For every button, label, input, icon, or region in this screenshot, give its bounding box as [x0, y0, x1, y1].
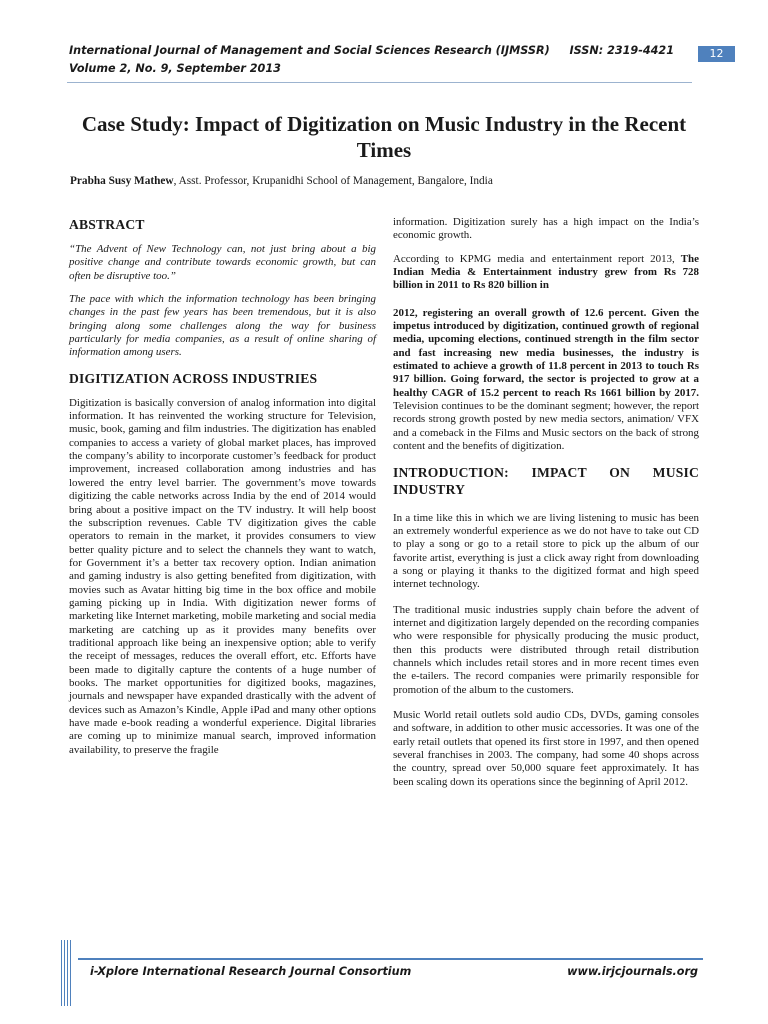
journal-name: International Journal of Management and Social Sciences Research (IJMSSR) [69, 44, 550, 57]
footer-rule [78, 958, 703, 960]
footer-ornament [61, 940, 73, 1006]
kpmg-paragraph [393, 253, 699, 293]
intro-paragraph-3: Music World retail outlets sold audio CDs, DVDs, gaming consoles and software, in addition to other music accessories. It was one of the early retail outlets that opened its first store in 1997, and then opened several franchises in 2003. The company, had some 40 shops across the country, spread over 50,000 square feet approximately. It has been scaling down its operations since the beginning of April 2012. [393, 708, 699, 788]
header-rule [67, 82, 692, 83]
right-column [393, 216, 699, 799]
author-name: Prabha Susy Mathew [70, 175, 174, 187]
section-body-digitization: Digitization is basically conversion of analog information into digital information. It has reinvented the working structure for Television, music, book, gaming and film industries. The digitization has enabled companies to access a variety of global market places, has improved the company’s ability to incorporate customer’s feedback for product improvement, increased collaboration among industries and has lowered the entry level barrier. The government’s move towards digitizing the cable networks across India by the end of 2014 would bring about a positive impact on the TV industry. It will help boost the subscription revenues. Cable TV digitization gives the cable operators to remain in the market, it provides consumers to view better quality picture and to select the channels they want to watch, for Government it’s a better tax recovery option. Indian animation and gaming industry is also getting benefited from digitization, with movies such as Avatar hitting big time in the box office and mobile gaming picking up in India. With digitization newer forms of marketing like Internet marketing, mobile marketing and social media marketing are catching up as it provides many benefits over traditional approach like being an inexpensive option; able to verify the receipt of messages, reduces the overall effort, etc. Efforts have been made to digitally capture the contents of a huge number of books. The market opportunities for digitized books, magazines, journals and newspaper have expanded drastically with the advent of devices such as Amazon’s Kindle, Apple iPad and many other options have made e-book reading a wonderful experience. Digital libraries are coming up to minimize manual search, improved information availability, to preserve the fragile [69, 396, 376, 756]
intro-paragraph-2: The traditional music industries supply chain before the advent of internet and digitization largely depended on the recording companies who were responsible for physically producing the music product, then this products were distributed through retail distribution channels which includes retail stores and in more recent times even the e-tailers. The record companies were primarily responsible for promotion of the album to the customers. [393, 603, 699, 696]
paper-title: Case Study: Impact of Digitization on Music Industry in the Recent Times [81, 112, 687, 162]
intro-paragraph-1: In a time like this in which we are living listening to music has been an extremely wonderful experience as we do not have to take out CD to play a song or go to a retail store to pick up the album of our favorite artist, everything is just a click away right from downloading a song or playing it thanks to the digitized format and high speed internet technology. [393, 511, 699, 591]
footer-consortium: i-Xplore International Research Journal Consortium [90, 965, 412, 978]
section-heading-introduction: INTRODUCTION: IMPACT ON MUSIC INDUSTRY [393, 464, 699, 497]
abstract-body: The pace with which the information technology has been bringing changes in the past few years has been tremendous, but it is also bringing along some challenges along the way for business particularly for media companies, as a result of online sharing of information among users. [69, 293, 376, 359]
journal-header [69, 42, 694, 78]
left-column [69, 216, 376, 767]
page-number: 12 [698, 46, 735, 62]
issn: ISSN: 2319-4421 [569, 44, 674, 57]
kpmg-paragraph-continued [393, 307, 699, 454]
abstract-quote: “The Advent of New Technology can, not just bring about a big positive change and contribute towards economic growth, but can often be disruptive too.” [69, 243, 376, 282]
author-affiliation: , Asst. Professor, Krupanidhi School of Management, Bangalore, India [173, 175, 493, 187]
kpmg-highlight-1: The Indian Media & Entertainment industry grew from Rs 728 billion in 2011 to Rs 820 billion in [393, 252, 699, 292]
author-line [70, 174, 690, 188]
section-heading-digitization: DIGITIZATION ACROSS INDUSTRIES [69, 370, 318, 386]
page-footer [90, 964, 698, 980]
abstract-heading: ABSTRACT [69, 217, 145, 232]
continuation-paragraph: information. Digitization surely has a high impact on the India’s economic growth. [393, 216, 699, 242]
kpmg-tail: Television continues to be the dominant segment; however, the report records strong growth posted by new media sectors, animation/ VFX and a comeback in the Films and Music sectors on the back of strong content and the benefits of digitization. [393, 400, 699, 453]
footer-website: www.irjcjournals.org [567, 965, 698, 978]
volume-info: Volume 2, No. 9, September 2013 [69, 62, 281, 75]
kpmg-intro: According to KPMG media and entertainment report 2013, [393, 252, 681, 265]
kpmg-highlight-2: 2012, registering an overall growth of 12.6 percent. Given the impetus introduced by digitization, continued growth of regional media, upcoming elections, continued strength in the film sector and fast increasing new media businesses, the industry is estimated to achieve a growth of 11.8 percent in 2013 to touch Rs 917 billion. Going forward, the sector is projected to grow at a healthy CAGR of 15.2 percent to reach Rs 1661 billion by 2017. [393, 306, 699, 399]
